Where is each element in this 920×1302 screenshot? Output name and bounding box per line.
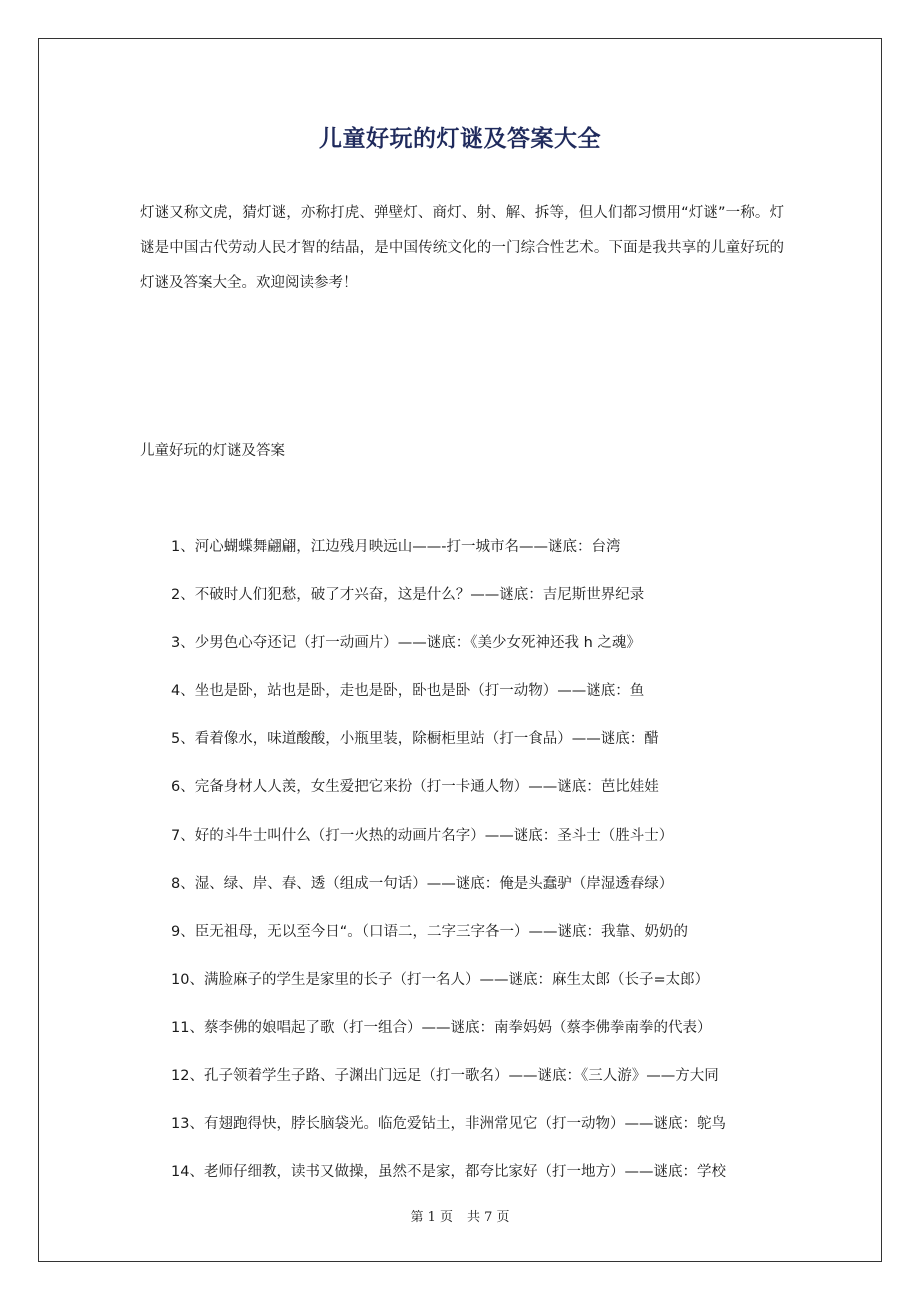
riddle-item: 6、完备身材人人羡，女生爱把它来扮（打一卡通人物）——谜底：芭比娃娃 xyxy=(171,779,659,796)
riddle-item: 14、老师仔细教，读书又做操，虽然不是家，都夸比家好（打一地方）——谜底：学校 xyxy=(171,1164,726,1181)
riddle-item: 9、臣无祖母，无以至今日“。（口语二，二字三字各一）——谜底：我靠、奶奶的 xyxy=(171,923,688,940)
document-title: 儿童好玩的灯谜及答案大全 xyxy=(319,126,601,152)
page-number: 第 1 页 xyxy=(410,1210,453,1225)
riddle-item: 10、满脸麻子的学生是家里的长子（打一名人）——谜底：麻生太郎（长子=太郎） xyxy=(171,971,710,988)
intro-paragraph: 灯谜又称文虎，猜灯谜，亦称打虎、弹壁灯、商灯、射、解、拆等，但人们都习惯用“灯谜”一称。灯谜是中国古代劳动人民才智的结晶，是中国传统文化的一门综合性艺术。下面是我共享的儿童好玩的灯谜及答案大全。欢迎阅读参考！ xyxy=(140,205,784,291)
riddle-item: 12、孔子领着学生子路、子渊出门远足（打一歌名）——谜底：《三人游》——方大同 xyxy=(171,1068,719,1085)
riddle-item: 4、坐也是卧，站也是卧，走也是卧，卧也是卧（打一动物）——谜底：鱼 xyxy=(171,683,645,700)
section-heading: 儿童好玩的灯谜及答案 xyxy=(140,443,285,459)
riddle-item: 2、不破时人们犯愁，破了才兴奋，这是什么？——谜底：吉尼斯世界纪录 xyxy=(171,587,645,604)
riddle-item: 5、看着像水，味道酸酸，小瓶里装，除橱柜里站（打一食品）——谜底：醋 xyxy=(171,731,659,748)
riddle-item: 11、蔡李佛的娘唱起了歌（打一组合）——谜底：南拳妈妈（蔡李佛拳南拳的代表） xyxy=(171,1019,712,1036)
riddle-item: 13、有翅跑得快，脖长脑袋光。临危爱钻土，非洲常见它（打一动物）——谜底：鸵鸟 xyxy=(171,1116,726,1133)
riddle-item: 8、湿、绿、岸、春、透（组成一句话）——谜底：俺是头蠢驴（岸湿透春绿） xyxy=(171,875,674,892)
riddle-item: 1、河心蝴蝶舞翩翩，江边残月映远山——-打一城市名——谜底：台湾 xyxy=(171,539,621,555)
riddle-list xyxy=(171,536,791,1209)
page-total: 共 7 页 xyxy=(467,1210,510,1225)
page-footer xyxy=(0,1206,920,1225)
riddle-item: 3、少男色心夺还记（打一动画片）——谜底：《美少女死神还我 h 之魂》 xyxy=(171,635,641,652)
riddle-item: 7、好的斗牛士叫什么（打一火热的动画片名字）——谜底：圣斗士（胜斗士） xyxy=(171,827,674,844)
